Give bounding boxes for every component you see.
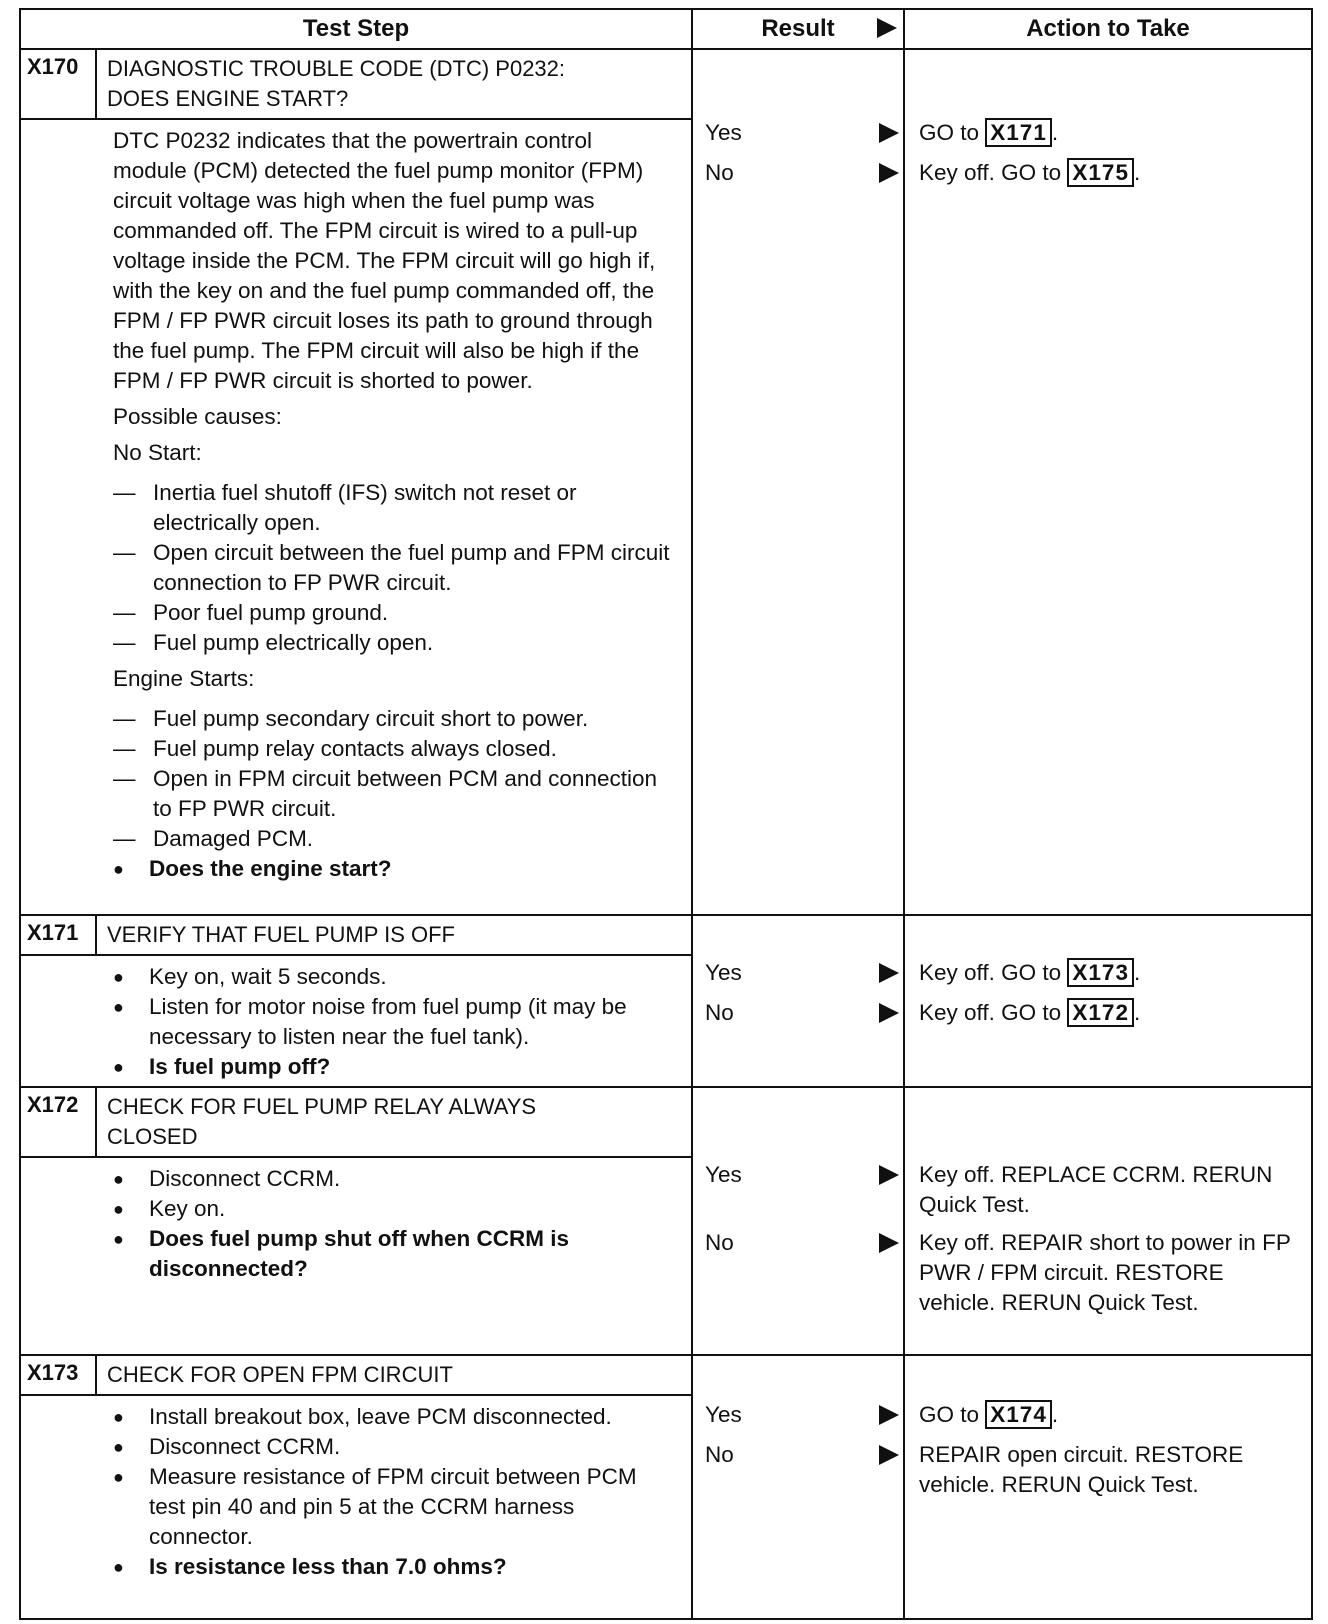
result-yes: Yes — [705, 120, 742, 145]
arrow-right-icon — [879, 963, 899, 983]
action-no: Key off. REPAIR short to power in FP PWR / FPM circuit. RESTORE vehicle. RERUN Quick Test. — [919, 1230, 1291, 1315]
instruction-item: ● Disconnect CCRM. — [113, 1166, 341, 1191]
step-row-x171 — [20, 915, 1312, 1087]
instruction-item: ● Measure resistance of FPM circuit between PCM test pin 40 and pin 5 at the CCRM harness connector. — [113, 1464, 637, 1549]
step-id: X171 — [21, 916, 97, 954]
action-no: Key off. GO to X172 . — [919, 1000, 1141, 1025]
cause-item: — Poor fuel pump ground. — [113, 600, 389, 625]
step-reference[interactable]: X174 — [985, 1400, 1052, 1429]
step-row-x173 — [20, 1355, 1312, 1619]
header-test-step: Test Step — [20, 9, 692, 49]
arrow-right-icon — [879, 1405, 899, 1425]
cause-item: — Fuel pump electrically open. — [113, 630, 434, 655]
result-yes: Yes — [705, 1402, 742, 1427]
possible-causes-label: Possible causes: — [113, 404, 282, 429]
test-step-cell — [20, 1355, 692, 1619]
step-title-line: DOES ENGINE START? — [107, 86, 349, 111]
action-no: Key off. GO to X175 . — [919, 160, 1141, 185]
step-row-x172 — [20, 1087, 1312, 1355]
header-row — [20, 9, 1312, 49]
arrow-right-icon — [879, 123, 899, 143]
arrow-right-icon — [879, 1165, 899, 1185]
question-item: ● Does fuel pump shut off when CCRM is disconnected? — [113, 1226, 569, 1281]
step-reference[interactable]: X171 — [985, 118, 1052, 147]
question-item: ● Is resistance less than 7.0 ohms? — [113, 1554, 507, 1579]
arrow-right-icon — [879, 1233, 899, 1253]
result-yes: Yes — [705, 960, 742, 985]
cause-item: — Fuel pump relay contacts always closed. — [113, 736, 557, 761]
instruction-item: ● Listen for motor noise from fuel pump (it may be necessary to listen near the fuel tank). — [113, 994, 627, 1049]
header-action: Action to Take — [904, 9, 1312, 49]
step-reference[interactable]: X175 — [1067, 158, 1134, 187]
instruction-item: ● Disconnect CCRM. — [113, 1434, 341, 1459]
step-title-line: DIAGNOSTIC TROUBLE CODE (DTC) P0232: — [107, 56, 566, 81]
cause-item: — Inertia fuel shutoff (IFS) switch not reset or electrically open. — [113, 480, 577, 535]
cause-item: — Open circuit between the fuel pump and FPM circuit connection to FP PWR circuit. — [113, 540, 670, 595]
action-yes: GO to X171 . — [919, 120, 1059, 145]
step-title-line: CLOSED — [107, 1124, 198, 1149]
step-row-x170 — [20, 49, 1312, 915]
action-yes: GO to X174 . — [919, 1402, 1059, 1427]
result-cell — [692, 1087, 904, 1355]
test-step-cell — [20, 915, 692, 1087]
arrow-right-icon — [879, 1003, 899, 1023]
arrow-right-icon — [877, 18, 897, 38]
action-yes: Key off. GO to X173 . — [919, 960, 1141, 985]
action-cell — [904, 1355, 1312, 1619]
cause-item: — Open in FPM circuit between PCM and connection to FP PWR circuit. — [113, 766, 657, 821]
engine-starts-label: Engine Starts: — [113, 666, 255, 691]
result-cell — [692, 49, 904, 915]
step-id: X170 — [21, 50, 97, 118]
step-id: X172 — [21, 1088, 97, 1156]
header-result-label: Result — [761, 15, 835, 42]
action-yes: Key off. REPLACE CCRM. RERUN Quick Test. — [919, 1162, 1273, 1217]
step-title-line: VERIFY THAT FUEL PUMP IS OFF — [107, 922, 455, 947]
instruction-item: ● Key on, wait 5 seconds. — [113, 964, 387, 989]
test-step-cell — [20, 1087, 692, 1355]
action-no: REPAIR open circuit. RESTORE vehicle. RERUN Quick Test. — [919, 1442, 1244, 1497]
test-step-cell — [20, 49, 692, 915]
instruction-item: ● Key on. — [113, 1196, 226, 1221]
step-reference[interactable]: X173 — [1067, 958, 1134, 987]
result-yes: Yes — [705, 1162, 742, 1187]
header-result — [692, 9, 904, 49]
result-no: No — [705, 1000, 734, 1025]
action-cell — [904, 915, 1312, 1087]
result-no: No — [705, 1230, 734, 1255]
question-item: ● Does the engine start? — [113, 856, 392, 881]
arrow-right-icon — [879, 1445, 899, 1465]
arrow-right-icon — [879, 163, 899, 183]
cause-item: — Damaged PCM. — [113, 826, 314, 851]
step-title-line: CHECK FOR FUEL PUMP RELAY ALWAYS — [107, 1094, 537, 1119]
no-start-label: No Start: — [113, 440, 202, 465]
step-title-line: CHECK FOR OPEN FPM CIRCUIT — [107, 1362, 453, 1387]
step-reference[interactable]: X172 — [1067, 998, 1134, 1027]
step-id: X173 — [21, 1356, 97, 1394]
action-cell — [904, 1087, 1312, 1355]
result-no: No — [705, 160, 734, 185]
question-item: ● Is fuel pump off? — [113, 1054, 331, 1079]
result-cell — [692, 915, 904, 1087]
result-no: No — [705, 1442, 734, 1467]
cause-item: — Fuel pump secondary circuit short to power. — [113, 706, 589, 731]
diagnostic-table-page — [19, 8, 1311, 1620]
instruction-item: ● Install breakout box, leave PCM disconnected. — [113, 1404, 612, 1429]
action-cell — [904, 49, 1312, 915]
diagnostic-table — [19, 8, 1313, 1620]
step-description: DTC P0232 indicates that the powertrain control module (PCM) detected the fuel pump monitor (FPM) circuit voltage was high when the fuel pump was commanded off. The FPM circuit is wired to a pull-up voltage inside the PCM. The FPM circuit will go high if, with the key on and the fuel pump commanded off, the FPM / FP PWR circuit loses its path to ground through the fuel pump. The FPM circuit will also be high if the FPM / FP PWR circuit is shorted to power. — [113, 128, 656, 393]
result-cell — [692, 1355, 904, 1619]
